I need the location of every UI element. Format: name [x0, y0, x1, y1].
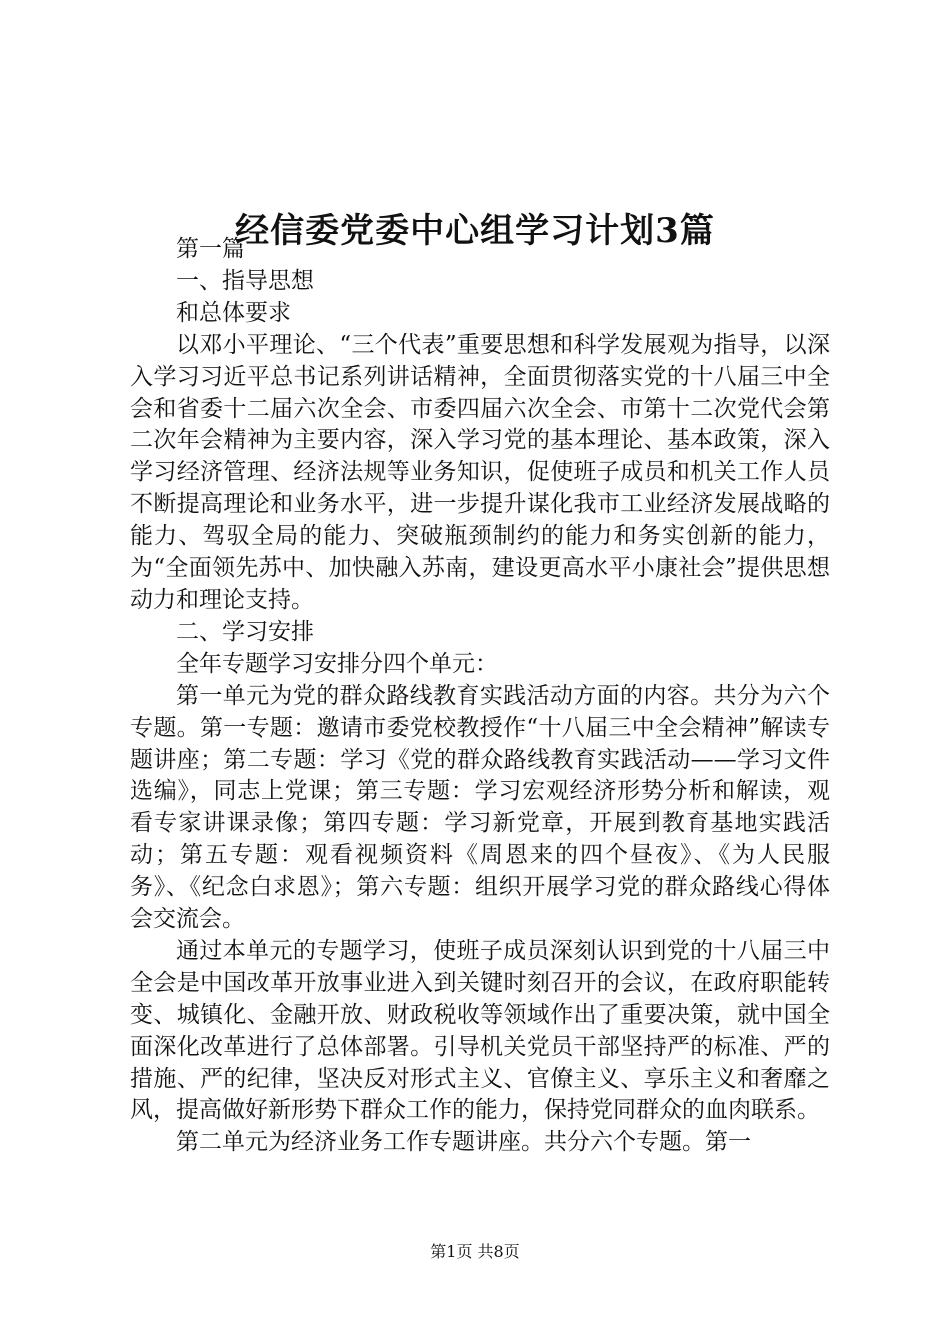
paragraph-section-heading: 一、指导思想: [176, 267, 314, 294]
page-footer: [0, 1240, 950, 1264]
paragraph: 通过本单元的专题学习，使班子成员深刻认识到党的十八届三中全会是中国改革开放事业进入到关键时刻召开的会议，在政府职能转变、城镇化、金融开放、财政税收等领域作出了重要决策，就中国全面深化改革进行了总体部署。引导机关党员干部坚持严的标准、严的措施、严的纪律，坚决反对形式主义、官僚主义、享乐主义和奢靡之风，提高做好新形势下群众工作的能力，保持党同群众的血肉联系。: [130, 937, 830, 1124]
paragraph: 第二单元为经济业务工作专题讲座。共分六个专题。第一: [176, 1129, 751, 1156]
document-title: 经信委党委中心组学习计划3篇: [235, 210, 715, 251]
paragraph-part-heading: 第一篇: [176, 236, 245, 262]
document-body: [130, 234, 830, 1159]
paragraph-section-heading-cont: 和总体要求: [176, 299, 291, 326]
paragraph: 以邓小平理论、“三个代表”重要思想和科学发展观为指导，以深入学习习近平总书记系列讲话精神，全面贯彻落实党的十八届三中全会和省委十二届六次全会、市委四届六次全会、市第十二次党代会第二次年会精神为主要内容，深入学习党的基本理论、基本政策，深入学习经济管理、经济法规等业务知识，促使班子成员和机关工作人员不断提高理论和业务水平，进一步提升谋化我市工业经济发展战略的能力、驾驭全局的能力、突破瓶颈制约的能力和务实创新的能力，为“全面领先苏中、加快融入苏南，建设更高水平小康社会”提供思想动力和理论支持。: [130, 331, 830, 613]
paragraph: 全年专题学习安排分四个单元：: [176, 650, 498, 677]
page-number: 第1页: [430, 1242, 473, 1261]
page-total: 共8页: [477, 1242, 520, 1261]
paragraph: 第一单元为党的群众路线教育实践活动方面的内容。共分为六个专题。第一专题：邀请市委党校教授作“十八届三中全会精神”解读专题讲座；第二专题：学习《党的群众路线教育实践活动——学习文件选编》，同志上党课；第三专题：学习宏观经济形势分析和解读，观看专家讲课录像；第四专题：学习新党章，开展到教育基地实践活动；第五专题：观看视频资料《周恩来的四个昼夜》、《为人民服务》、《纪念白求恩》；第六专题：组织开展学习党的群众路线心得体会交流会。: [130, 682, 830, 933]
paragraph-section-heading: 二、学习安排: [176, 618, 314, 645]
